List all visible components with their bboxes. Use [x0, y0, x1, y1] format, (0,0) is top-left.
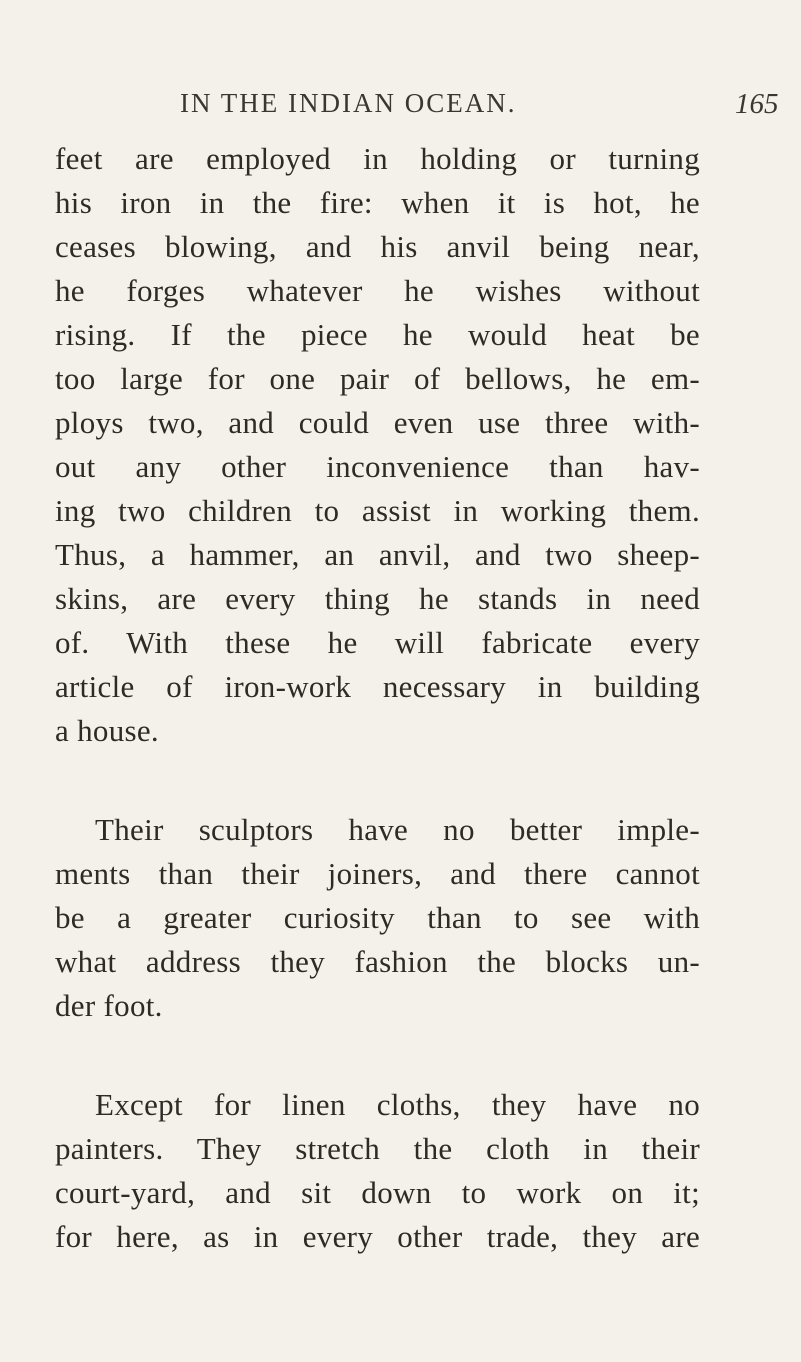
- text-line: out any other inconvenience than hav-: [55, 449, 700, 484]
- text-line: too large for one pair of bellows, he em-: [55, 361, 700, 396]
- paragraph-2: [55, 808, 700, 1028]
- text-line: ing two children to assist in working them.: [55, 493, 700, 528]
- text-line: for here, as in every other trade, they are: [55, 1219, 700, 1254]
- text-line: ceases blowing, and his anvil being near,: [55, 229, 700, 264]
- text-line: rising. If the piece he would heat be: [55, 317, 700, 352]
- text-line: ploys two, and could even use three with-: [55, 405, 700, 440]
- text-line-last: der foot.: [55, 988, 163, 1023]
- text-line-first: Except for linen cloths, they have no: [95, 1087, 700, 1122]
- text-line-first: Their sculptors have no better imple-: [95, 812, 700, 847]
- text-line: painters. They stretch the cloth in their: [55, 1131, 700, 1166]
- running-head: IN THE INDIAN OCEAN.: [180, 88, 517, 118]
- text-line: what address they fashion the blocks un-: [55, 944, 700, 979]
- text-line: skins, are every thing he stands in need: [55, 581, 700, 616]
- text-line: article of iron-work necessary in building: [55, 669, 700, 704]
- text-line: of. With these he will fabricate every: [55, 625, 700, 660]
- paragraph-3: [55, 1083, 700, 1259]
- paragraph-gap: [55, 753, 700, 808]
- text-line: his iron in the fire: when it is hot, he: [55, 185, 700, 220]
- page-number: 165: [735, 88, 779, 120]
- text-line: be a greater curiosity than to see with: [55, 900, 700, 935]
- text-line: ments than their joiners, and there cannot: [55, 856, 700, 891]
- paragraph-1: [55, 137, 700, 753]
- text-line: court-yard, and sit down to work on it;: [55, 1175, 700, 1210]
- text-line: Thus, a hammer, an anvil, and two sheep-: [55, 537, 700, 572]
- text-line-last: a house.: [55, 713, 159, 748]
- text-line: feet are employed in holding or turning: [55, 141, 700, 176]
- paragraph-gap: [55, 1028, 700, 1083]
- text-line: he forges whatever he wishes without: [55, 273, 700, 308]
- body-text: [55, 137, 700, 1259]
